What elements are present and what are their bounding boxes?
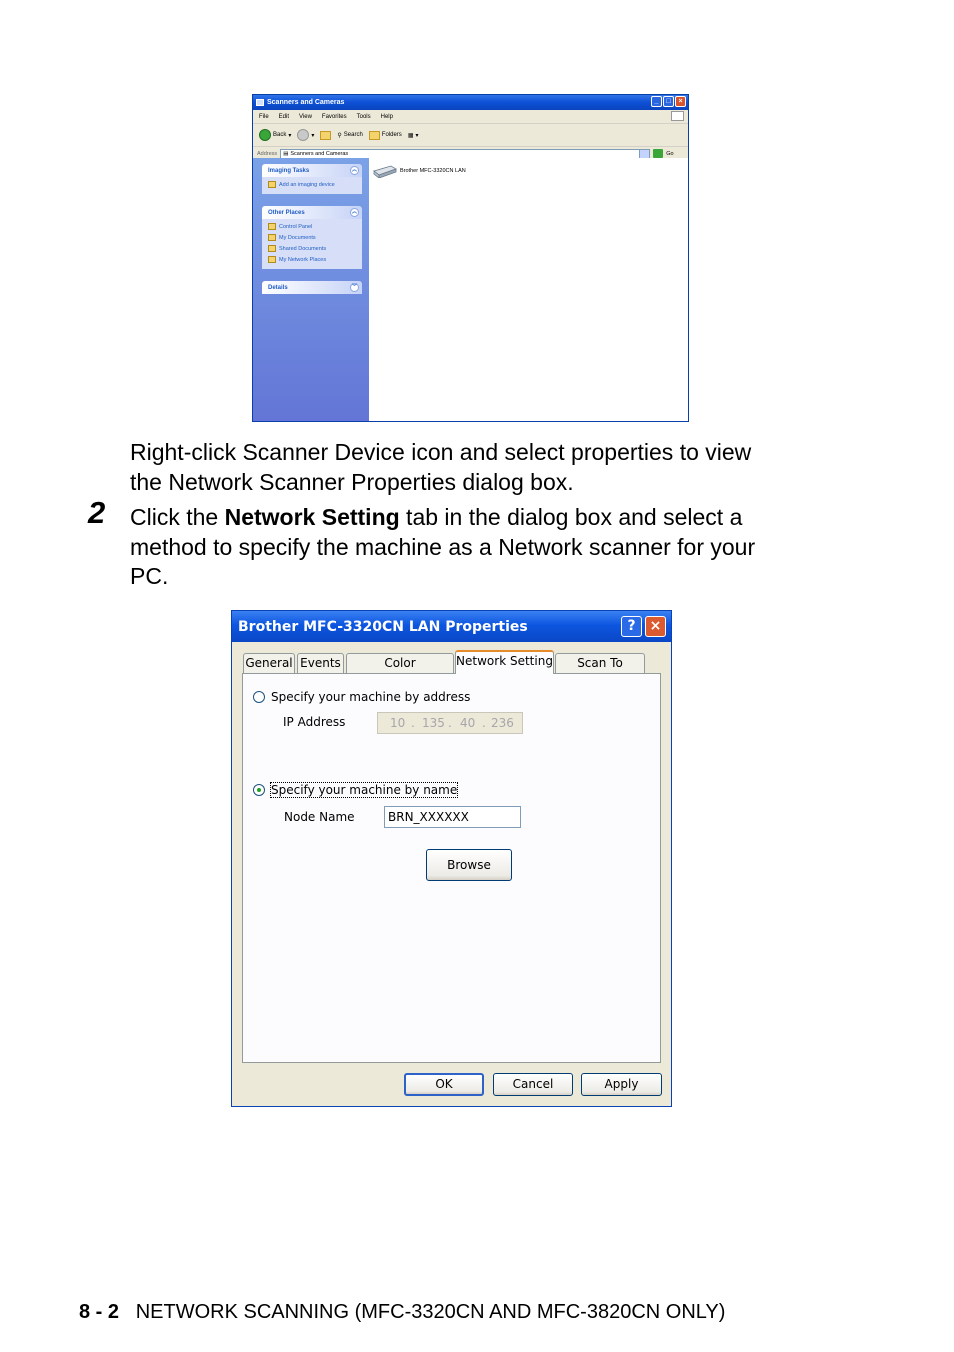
ip-address-label: IP Address bbox=[283, 715, 346, 729]
instruction-line-2: the Network Scanner Properties dialog box. bbox=[130, 468, 574, 495]
address-label: Address bbox=[257, 150, 278, 157]
menu-favorites[interactable]: Favorites bbox=[321, 113, 347, 120]
search-label: Search bbox=[343, 132, 363, 138]
back-button[interactable] bbox=[259, 129, 291, 141]
step-2-line-2: method to specify the machine as a Network scanner for your bbox=[130, 533, 756, 560]
content-pane bbox=[369, 158, 688, 421]
details-header[interactable]: Details ︾ bbox=[262, 281, 362, 294]
shared-documents-icon bbox=[268, 245, 276, 252]
up-folder-icon bbox=[320, 131, 331, 140]
chevron-down-icon[interactable] bbox=[639, 150, 649, 158]
chevron-down-icon: ▾ bbox=[311, 132, 315, 139]
control-panel-icon bbox=[268, 223, 276, 230]
instruction-line-1: Right-click Scanner Device icon and select properties to view bbox=[130, 439, 752, 465]
node-name-label: Node Name bbox=[284, 810, 355, 824]
go-arrow-icon[interactable] bbox=[653, 149, 663, 158]
other-places-panel bbox=[262, 206, 362, 269]
menu-help[interactable]: Help bbox=[380, 113, 393, 120]
expand-chevron-icon[interactable]: ︾ bbox=[351, 284, 357, 290]
ip-octet-4: 236 bbox=[491, 716, 514, 730]
dialog-title: Brother MFC-3320CN LAN Properties bbox=[238, 619, 528, 635]
section-title: NETWORK SCANNING (MFC-3320CN AND MFC-3820CN ONLY) bbox=[135, 1301, 726, 1323]
imaging-tasks-header[interactable]: Imaging Tasks ︽ bbox=[262, 164, 362, 177]
step-2-line-1: Click the Network Setting tab in the dialog box and select a bbox=[130, 504, 743, 530]
properties-dialog bbox=[231, 610, 672, 1107]
page-number: 8 - 2 bbox=[79, 1301, 120, 1323]
ok-button[interactable]: OK bbox=[404, 1073, 484, 1096]
step-2-paragraph bbox=[130, 503, 755, 592]
details-panel bbox=[262, 281, 362, 294]
tab-network-setting[interactable]: Network Setting bbox=[455, 650, 554, 674]
explorer-menu-bar bbox=[253, 110, 688, 124]
scanner-folder-icon: ▤ bbox=[283, 150, 289, 157]
my-network-places-link[interactable]: My Network Places bbox=[268, 254, 362, 265]
maximize-button[interactable]: □ bbox=[663, 96, 674, 107]
step-2-line-3: PC. bbox=[130, 563, 169, 589]
windows-logo-icon bbox=[671, 111, 684, 121]
address-value: Scanners and Cameras bbox=[290, 150, 349, 157]
menu-file[interactable]: File bbox=[259, 113, 269, 120]
tab-events[interactable]: Events bbox=[297, 653, 344, 673]
scanner-folder-icon bbox=[256, 99, 264, 106]
menu-view[interactable]: View bbox=[299, 113, 312, 120]
name-radio[interactable] bbox=[253, 784, 265, 796]
forward-arrow-icon bbox=[297, 129, 309, 141]
views-button[interactable] bbox=[408, 132, 419, 139]
add-device-icon bbox=[268, 181, 276, 188]
name-option-label[interactable]: Specify your machine by name bbox=[271, 783, 458, 797]
my-documents-icon bbox=[268, 234, 276, 241]
menu-tools[interactable]: Tools bbox=[356, 113, 371, 120]
apply-button[interactable]: Apply bbox=[581, 1073, 662, 1096]
help-button[interactable]: ? bbox=[621, 616, 642, 637]
network-setting-panel bbox=[242, 673, 661, 1063]
my-documents-link[interactable]: My Documents bbox=[268, 232, 362, 243]
forward-button[interactable] bbox=[297, 129, 314, 141]
chevron-down-icon: ▾ bbox=[288, 132, 292, 139]
close-button[interactable]: × bbox=[675, 96, 686, 107]
explorer-toolbar bbox=[253, 124, 688, 147]
explorer-title-bar bbox=[253, 95, 688, 110]
network-setting-emphasis: Network Setting bbox=[224, 504, 400, 530]
browse-button[interactable]: Browse bbox=[426, 849, 512, 881]
views-icon: ▦ bbox=[407, 132, 414, 139]
dialog-title-bar bbox=[232, 611, 671, 642]
back-label: Back bbox=[273, 132, 287, 138]
ip-octet-2: 135 bbox=[422, 716, 445, 730]
other-places-header[interactable]: Other Places ︽ bbox=[262, 206, 362, 219]
ip-address-field[interactable]: 10 . 135 . 40 . 236 bbox=[377, 712, 523, 734]
cancel-button[interactable]: Cancel bbox=[493, 1073, 573, 1096]
collapse-chevron-icon[interactable]: ︽ bbox=[351, 209, 357, 215]
ip-octet-3: 40 bbox=[460, 716, 476, 730]
scanner-icon bbox=[373, 164, 397, 178]
network-places-icon bbox=[268, 256, 276, 263]
folders-icon bbox=[369, 131, 380, 140]
task-pane bbox=[253, 158, 369, 421]
minimize-button[interactable]: _ bbox=[651, 96, 662, 107]
tab-general[interactable]: General bbox=[243, 653, 295, 673]
collapse-chevron-icon[interactable]: ︽ bbox=[351, 167, 357, 173]
back-arrow-icon bbox=[259, 129, 271, 141]
ip-octet-1: 10 bbox=[390, 716, 406, 730]
address-input[interactable] bbox=[280, 149, 650, 159]
folders-button[interactable] bbox=[369, 131, 402, 140]
instruction-paragraph bbox=[130, 438, 751, 497]
go-label[interactable]: Go bbox=[666, 150, 674, 157]
up-button[interactable] bbox=[320, 131, 331, 140]
tab-color-management[interactable]: Color bbox=[346, 653, 454, 673]
search-button[interactable] bbox=[337, 132, 362, 139]
scanner-device-item[interactable] bbox=[373, 164, 466, 178]
step-number: 2 bbox=[88, 495, 106, 530]
address-radio[interactable] bbox=[253, 691, 265, 703]
control-panel-link[interactable]: Control Panel bbox=[268, 221, 362, 232]
explorer-title: Scanners and Cameras bbox=[267, 99, 345, 106]
scanners-cameras-window bbox=[252, 94, 689, 422]
chevron-down-icon: ▾ bbox=[415, 132, 419, 139]
imaging-tasks-panel bbox=[262, 164, 362, 194]
page-footer bbox=[79, 1301, 725, 1324]
shared-documents-link[interactable]: Shared Documents bbox=[268, 243, 362, 254]
tab-scan-to-button[interactable]: Scan To bbox=[555, 653, 645, 673]
node-name-input[interactable]: BRN_XXXXXX bbox=[384, 806, 521, 828]
menu-edit[interactable]: Edit bbox=[278, 113, 290, 120]
search-icon: ⚲ bbox=[337, 132, 342, 139]
folders-label: Folders bbox=[381, 132, 402, 138]
address-option-label[interactable]: Specify your machine by address bbox=[271, 690, 471, 704]
device-name: Brother MFC-3320CN LAN bbox=[400, 168, 466, 174]
add-imaging-device-link[interactable]: Add an imaging device bbox=[268, 179, 362, 190]
dialog-close-button[interactable]: × bbox=[645, 616, 666, 637]
